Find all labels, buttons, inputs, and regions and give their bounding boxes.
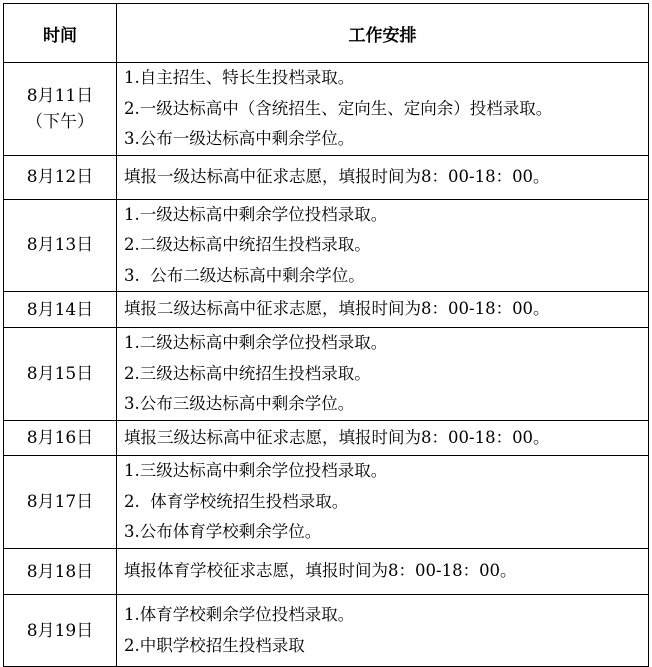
work-item: 1.一级达标高中剩余学位投档录取。: [124, 204, 388, 224]
work-item: 填报体育学校征求志愿，填报时间为8：00-18：00。: [124, 561, 517, 581]
date-cell: [4, 456, 117, 549]
header-row: [4, 4, 649, 63]
work-cell: [117, 155, 649, 199]
table-row: [4, 456, 649, 549]
date-cell: [4, 199, 117, 292]
date-text: 8月16日: [26, 428, 94, 448]
work-cell: [117, 549, 649, 595]
work-item: 2.二级达标高中统招生投档录取。: [124, 235, 371, 254]
work-item: 2. 体育学校统招生投档录取。: [124, 491, 349, 511]
table-row: [4, 63, 649, 156]
work-cell: [117, 63, 649, 156]
date-subtext: （下午）: [26, 111, 94, 132]
date-text: 8月19日: [26, 620, 94, 641]
work-item: 1.三级达标高中剩余学位投档录取。: [124, 461, 388, 481]
work-item: 3.公布一级达标高中剩余学位。: [124, 129, 355, 148]
work-cell: [117, 456, 649, 549]
table-row: [4, 155, 649, 199]
date-text: 8月15日: [26, 364, 94, 384]
date-cell: [4, 155, 117, 199]
work-cell: [117, 199, 649, 292]
date-text: 8月13日: [26, 235, 94, 256]
date-text: 8月12日: [26, 167, 94, 187]
table-row: [4, 549, 649, 595]
table-row: [4, 421, 649, 456]
date-cell: [4, 595, 117, 667]
work-item: 填报二级达标高中征求志愿，填报时间为8：00-18：00。: [124, 299, 550, 319]
table-row: [4, 595, 649, 667]
date-cell: [4, 421, 117, 456]
header-work: 工作安排: [117, 4, 649, 63]
work-item: 1.二级达标高中剩余学位投档录取。: [124, 333, 388, 353]
work-item: 3. 公布二级达标高中剩余学位。: [124, 265, 365, 285]
table-row: [4, 292, 649, 328]
date-text: 8月17日: [26, 492, 94, 512]
work-item: 1.自主招生、特长生投档录取。: [124, 68, 355, 87]
date-cell: [4, 328, 117, 421]
date-text: 8月18日: [26, 561, 94, 582]
date-text: 8月14日: [26, 299, 94, 320]
work-item: 3.公布三级达标高中剩余学位。: [124, 394, 355, 414]
work-item: 2.一级达标高中（含统招生、定向生、定向余）投档录取。: [124, 98, 553, 118]
date-cell: [4, 292, 117, 328]
date-cell: [4, 549, 117, 595]
work-cell: [117, 421, 649, 456]
work-item: 3.公布体育学校剩余学位。: [124, 522, 322, 542]
table-row: [4, 199, 649, 292]
work-cell: [117, 328, 649, 421]
date-cell: [4, 63, 117, 156]
date-text: 8月11日: [26, 85, 94, 106]
work-item: 2.中职学校招生投档录取: [124, 635, 305, 655]
work-cell: [117, 595, 649, 667]
work-item: 填报一级达标高中征求志愿，填报时间为8：00-18：00。: [124, 166, 550, 186]
work-cell: [117, 292, 649, 328]
header-time: 时间: [4, 4, 117, 63]
schedule-table: [3, 3, 649, 667]
table-row: [4, 328, 649, 421]
work-item: 1.体育学校剩余学位投档录取。: [124, 605, 355, 624]
work-item: 填报三级达标高中征求志愿，填报时间为8：00-18：00。: [124, 427, 550, 447]
work-item: 2.三级达标高中统招生投档录取。: [124, 363, 371, 383]
